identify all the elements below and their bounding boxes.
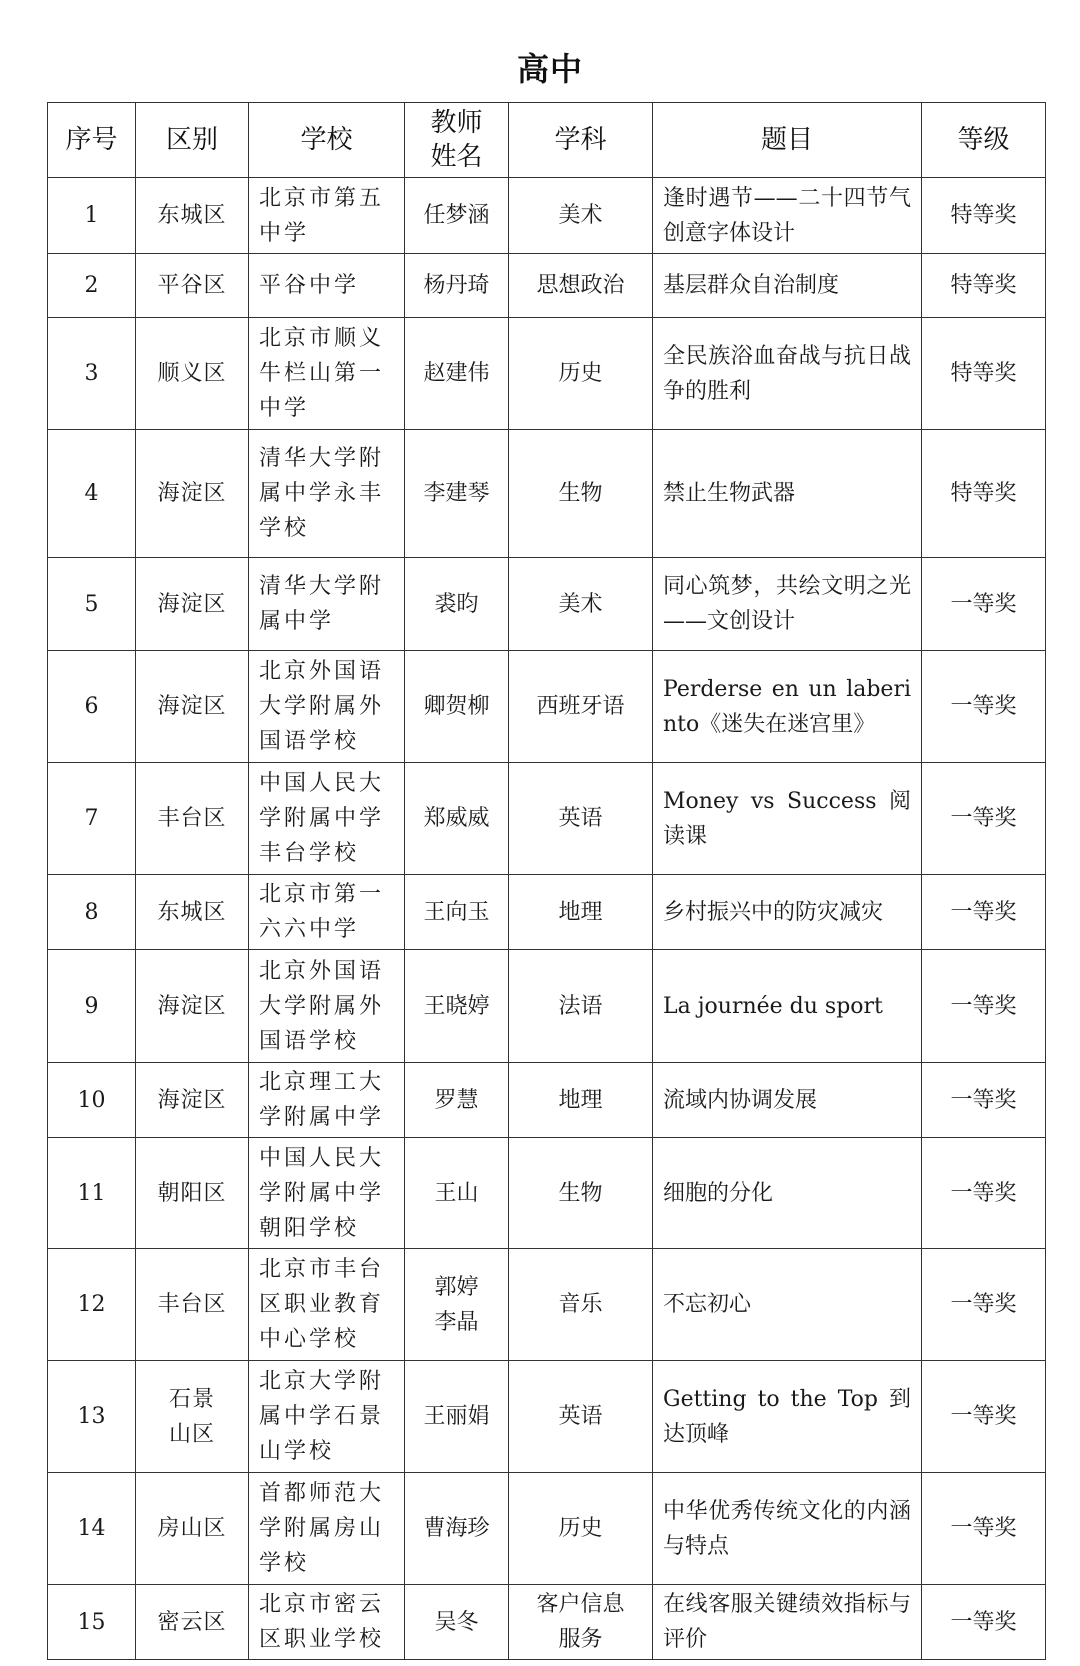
cell-level: 一等奖 [922, 1473, 1046, 1585]
cell-level: 一等奖 [922, 1585, 1046, 1660]
cell-school: 北京市第一六六中学 [249, 875, 405, 950]
cell-school: 清华大学附属中学 [249, 558, 405, 651]
table-row [48, 1585, 1046, 1660]
cell-no: 9 [48, 950, 136, 1063]
cell-no: 11 [48, 1138, 136, 1249]
cell-teacher: 郭婷李晶 [405, 1249, 509, 1361]
cell-teacher: 卿贺柳 [405, 651, 509, 763]
cell-topic: 中华优秀传统文化的内涵与特点 [653, 1473, 922, 1585]
cell-teacher: 曹海珍 [405, 1473, 509, 1585]
cell-no: 4 [48, 430, 136, 558]
cell-district: 海淀区 [136, 651, 249, 763]
awards-table [47, 102, 1046, 1660]
cell-subject: 西班牙语 [509, 651, 653, 763]
cell-district: 丰台区 [136, 1249, 249, 1361]
cell-no: 5 [48, 558, 136, 651]
cell-subject: 客户信息服务 [509, 1585, 653, 1660]
cell-no: 6 [48, 651, 136, 763]
cell-school: 中国人民大学附属中学朝阳学校 [249, 1138, 405, 1249]
table-row [48, 178, 1046, 254]
cell-topic: 全民族浴血奋战与抗日战争的胜利 [653, 318, 922, 430]
cell-level: 一等奖 [922, 875, 1046, 950]
cell-school: 北京大学附属中学石景山学校 [249, 1361, 405, 1473]
table-row [48, 318, 1046, 430]
cell-district: 房山区 [136, 1473, 249, 1585]
cell-district: 海淀区 [136, 430, 249, 558]
cell-school: 北京外国语大学附属外国语学校 [249, 651, 405, 763]
cell-no: 12 [48, 1249, 136, 1361]
page-title: 高中 [516, 50, 583, 88]
cell-topic: Getting to the Top 到达顶峰 [653, 1361, 922, 1473]
cell-subject: 生物 [509, 1138, 653, 1249]
table-row [48, 1473, 1046, 1585]
cell-topic: 同心筑梦，共绘文明之光——文创设计 [653, 558, 922, 651]
cell-teacher: 王向玉 [405, 875, 509, 950]
cell-school: 北京理工大学附属中学 [249, 1063, 405, 1138]
cell-teacher: 裘昀 [405, 558, 509, 651]
cell-topic: 细胞的分化 [653, 1138, 922, 1249]
cell-teacher: 王山 [405, 1138, 509, 1249]
cell-topic: 乡村振兴中的防灾减灾 [653, 875, 922, 950]
table-row [48, 254, 1046, 318]
cell-subject: 历史 [509, 1473, 653, 1585]
cell-school: 北京市第五中学 [249, 178, 405, 254]
table-row [48, 1063, 1046, 1138]
cell-level: 一等奖 [922, 1361, 1046, 1473]
table-row [48, 558, 1046, 651]
cell-district: 密云区 [136, 1585, 249, 1660]
cell-no: 8 [48, 875, 136, 950]
cell-no: 15 [48, 1585, 136, 1660]
cell-teacher: 任梦涵 [405, 178, 509, 254]
cell-subject: 法语 [509, 950, 653, 1063]
cell-subject: 英语 [509, 1361, 653, 1473]
cell-subject: 英语 [509, 763, 653, 875]
cell-district: 海淀区 [136, 558, 249, 651]
cell-district: 石景山区 [136, 1361, 249, 1473]
cell-school: 北京市丰台区职业教育中心学校 [249, 1249, 405, 1361]
cell-school: 北京市密云区职业学校 [249, 1585, 405, 1660]
cell-topic: 不忘初心 [653, 1249, 922, 1361]
cell-no: 14 [48, 1473, 136, 1585]
table-row [48, 651, 1046, 763]
cell-subject: 历史 [509, 318, 653, 430]
cell-topic: Money vs Success 阅读课 [653, 763, 922, 875]
cell-level: 一等奖 [922, 558, 1046, 651]
cell-level: 一等奖 [922, 1138, 1046, 1249]
cell-no: 13 [48, 1361, 136, 1473]
header-topic: 题目 [653, 103, 922, 178]
cell-level: 一等奖 [922, 651, 1046, 763]
cell-level: 一等奖 [922, 1249, 1046, 1361]
header-no: 序号 [48, 103, 136, 178]
cell-no: 10 [48, 1063, 136, 1138]
table-row [48, 1138, 1046, 1249]
cell-subject: 美术 [509, 178, 653, 254]
cell-level: 特等奖 [922, 254, 1046, 318]
cell-no: 7 [48, 763, 136, 875]
cell-subject: 生物 [509, 430, 653, 558]
cell-teacher: 罗慧 [405, 1063, 509, 1138]
table-row [48, 950, 1046, 1063]
cell-topic: Perderse en un laberinto《迷失在迷宫里》 [653, 651, 922, 763]
cell-school: 北京外国语大学附属外国语学校 [249, 950, 405, 1063]
cell-school: 平谷中学 [249, 254, 405, 318]
cell-level: 一等奖 [922, 1063, 1046, 1138]
cell-district: 海淀区 [136, 1063, 249, 1138]
cell-level: 特等奖 [922, 178, 1046, 254]
header-school: 学校 [249, 103, 405, 178]
cell-topic: 流域内协调发展 [653, 1063, 922, 1138]
cell-school: 中国人民大学附属中学丰台学校 [249, 763, 405, 875]
cell-school: 清华大学附属中学永丰学校 [249, 430, 405, 558]
cell-topic: 逢时遇节——二十四节气创意字体设计 [653, 178, 922, 254]
cell-subject: 音乐 [509, 1249, 653, 1361]
table-row [48, 875, 1046, 950]
cell-topic: 禁止生物武器 [653, 430, 922, 558]
header-teacher [405, 103, 509, 178]
header-district: 区别 [136, 103, 249, 178]
cell-topic: 在线客服关键绩效指标与评价 [653, 1585, 922, 1660]
cell-school: 北京市顺义牛栏山第一中学 [249, 318, 405, 430]
cell-teacher: 王丽娟 [405, 1361, 509, 1473]
cell-district: 平谷区 [136, 254, 249, 318]
cell-topic: La journée du sport [653, 950, 922, 1063]
cell-teacher: 王晓婷 [405, 950, 509, 1063]
cell-school: 首都师范大学附属房山学校 [249, 1473, 405, 1585]
header-level: 等级 [922, 103, 1046, 178]
cell-district: 丰台区 [136, 763, 249, 875]
cell-level: 特等奖 [922, 318, 1046, 430]
cell-level: 一等奖 [922, 950, 1046, 1063]
table-header-row [48, 103, 1046, 178]
cell-district: 东城区 [136, 178, 249, 254]
table-row [48, 763, 1046, 875]
cell-no: 1 [48, 178, 136, 254]
cell-subject: 地理 [509, 1063, 653, 1138]
cell-district: 海淀区 [136, 950, 249, 1063]
table-row [48, 430, 1046, 558]
cell-subject: 思想政治 [509, 254, 653, 318]
cell-no: 2 [48, 254, 136, 318]
cell-teacher: 杨丹琦 [405, 254, 509, 318]
cell-subject: 美术 [509, 558, 653, 651]
cell-level: 特等奖 [922, 430, 1046, 558]
cell-teacher: 郑威威 [405, 763, 509, 875]
cell-teacher: 吴冬 [405, 1585, 509, 1660]
table-row [48, 1361, 1046, 1473]
cell-teacher: 李建琴 [405, 430, 509, 558]
cell-subject: 地理 [509, 875, 653, 950]
cell-no: 3 [48, 318, 136, 430]
header-teacher-label: 教师姓名 [430, 108, 483, 172]
cell-level: 一等奖 [922, 763, 1046, 875]
cell-district: 顺义区 [136, 318, 249, 430]
cell-district: 东城区 [136, 875, 249, 950]
cell-topic: 基层群众自治制度 [653, 254, 922, 318]
cell-teacher: 赵建伟 [405, 318, 509, 430]
table-row [48, 1249, 1046, 1361]
header-subject: 学科 [509, 103, 653, 178]
cell-district: 朝阳区 [136, 1138, 249, 1249]
